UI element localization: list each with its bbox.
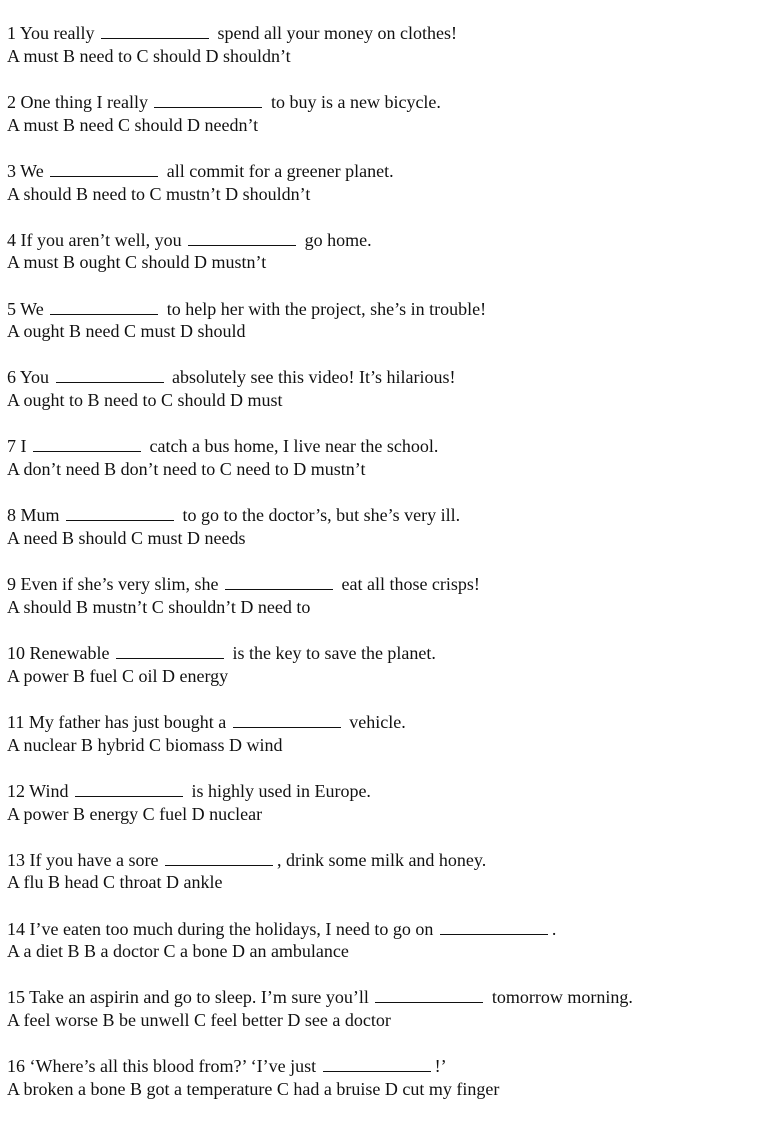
question-prompt: [7, 711, 772, 734]
prompt-after-blank: to buy is a new bicycle.: [266, 91, 441, 112]
worksheet: [7, 22, 772, 1124]
answer-blank: [375, 988, 483, 1003]
answer-options: A power B fuel C oil D energy: [7, 665, 229, 686]
answer-options: A power B energy C fuel D nuclear: [7, 803, 263, 824]
prompt-before-blank: 12 Wind: [7, 780, 73, 801]
question-prompt: [7, 918, 772, 941]
prompt-after-blank: go home.: [300, 229, 372, 250]
question-prompt: [7, 504, 772, 527]
prompt-before-blank: 1 You really: [7, 23, 100, 43]
prompt-after-blank: vehicle.: [344, 711, 406, 732]
answer-options: A need B should C must D needs: [7, 528, 246, 549]
answer-blank: [66, 506, 174, 521]
answer-blank: [323, 1057, 431, 1072]
question-prompt: [7, 849, 772, 872]
answer-options: A nuclear B hybrid C biomass D wind: [7, 734, 283, 755]
answer-blank: [233, 713, 341, 728]
question-9: [7, 573, 772, 642]
answer-options: A ought B need C must D should: [7, 321, 246, 342]
answer-options: A should B need to C mustn’t D shouldn’t: [7, 183, 311, 204]
question-11: [7, 711, 772, 780]
answer-blank: [154, 93, 262, 108]
answer-blank: [165, 851, 273, 866]
answer-blank: [75, 782, 183, 797]
prompt-after-blank: catch a bus home, I live near the school.: [145, 436, 439, 457]
question-prompt: [7, 573, 772, 596]
question-7: [7, 435, 772, 504]
question-prompt: [7, 160, 772, 183]
question-3: [7, 160, 772, 229]
answer-blank: [101, 24, 209, 39]
answer-blank: [225, 575, 333, 590]
question-15: [7, 986, 772, 1055]
question-prompt: [7, 22, 772, 45]
prompt-before-blank: 15 Take an aspirin and go to sleep. I’m sure you’ll: [7, 987, 374, 1008]
question-12: [7, 780, 772, 849]
prompt-before-blank: 10 Renewable: [7, 643, 114, 664]
answer-blank: [116, 644, 224, 659]
answer-options: A must B need to C should D shouldn’t: [7, 45, 291, 66]
question-prompt: [7, 91, 772, 114]
question-8: [7, 504, 772, 573]
question-prompt: [7, 366, 772, 389]
prompt-after-blank: to go to the doctor’s, but she’s very ill.: [178, 505, 461, 526]
answer-blank: [50, 300, 158, 315]
prompt-before-blank: 4 If you aren’t well, you: [7, 229, 187, 250]
question-prompt: [7, 229, 772, 252]
prompt-before-blank: 11 My father has just bought a: [7, 711, 231, 732]
answer-blank: [50, 162, 158, 177]
answer-options: A must B need C should D needn’t: [7, 114, 259, 135]
prompt-before-blank: 2 One thing I really: [7, 91, 153, 112]
answer-blank: [440, 920, 548, 935]
question-5: [7, 298, 772, 367]
question-prompt: [7, 435, 772, 458]
answer-blank: [188, 231, 296, 246]
prompt-before-blank: 14 I’ve eaten too much during the holidays, I need to go on: [7, 918, 438, 939]
answer-options: A a diet B B a doctor C a bone D an ambulance: [7, 941, 349, 962]
answer-options: A should B mustn’t C shouldn’t D need to: [7, 596, 311, 617]
prompt-before-blank: 7 I: [7, 436, 31, 457]
question-6: [7, 366, 772, 435]
prompt-before-blank: 16 ‘Where’s all this blood from?’ ‘I’ve just: [7, 1056, 321, 1077]
prompt-after-blank: eat all those crisps!: [336, 574, 480, 595]
answer-options: A broken a bone B got a temperature C had a bruise D cut my finger: [7, 1079, 500, 1100]
answer-options: A ought to B need to C should D must: [7, 390, 283, 411]
answer-blank: [33, 437, 141, 452]
prompt-before-blank: 13 If you have a sore: [7, 849, 163, 870]
prompt-after-blank: absolutely see this video! It’s hilarious!: [167, 367, 456, 388]
answer-options: A flu B head C throat D ankle: [7, 872, 223, 893]
prompt-after-blank: !’: [434, 1056, 447, 1077]
question-prompt: [7, 986, 772, 1009]
question-2: [7, 91, 772, 160]
prompt-after-blank: is highly used in Europe.: [186, 780, 371, 801]
prompt-after-blank: to help her with the project, she’s in trouble!: [162, 298, 487, 319]
prompt-after-blank: all commit for a greener planet.: [162, 160, 394, 181]
prompt-before-blank: 3 We: [7, 160, 49, 181]
question-14: [7, 918, 772, 987]
question-16: [7, 1055, 772, 1124]
question-prompt: [7, 298, 772, 321]
question-prompt: [7, 780, 772, 803]
question-10: [7, 642, 772, 711]
answer-options: A feel worse B be unwell C feel better D see a doctor: [7, 1010, 391, 1031]
prompt-after-blank: is the key to save the planet.: [227, 643, 436, 664]
prompt-after-blank: tomorrow morning.: [487, 987, 633, 1008]
question-prompt: [7, 1055, 772, 1078]
question-prompt: [7, 642, 772, 665]
question-13: [7, 849, 772, 918]
prompt-before-blank: 8 Mum: [7, 505, 65, 526]
answer-options: A must B ought C should D mustn’t: [7, 252, 267, 273]
answer-options: A don’t need B don’t need to C need to D mustn’t: [7, 459, 366, 480]
prompt-before-blank: 5 We: [7, 298, 49, 319]
prompt-before-blank: 6 You: [7, 367, 54, 388]
question-1: [7, 22, 772, 91]
prompt-after-blank: .: [551, 918, 557, 939]
question-4: [7, 229, 772, 298]
prompt-after-blank: spend all your money on clothes!: [213, 23, 457, 43]
answer-blank: [56, 368, 164, 383]
prompt-before-blank: 9 Even if she’s very slim, she: [7, 574, 223, 595]
prompt-after-blank: , drink some milk and honey.: [276, 849, 487, 870]
